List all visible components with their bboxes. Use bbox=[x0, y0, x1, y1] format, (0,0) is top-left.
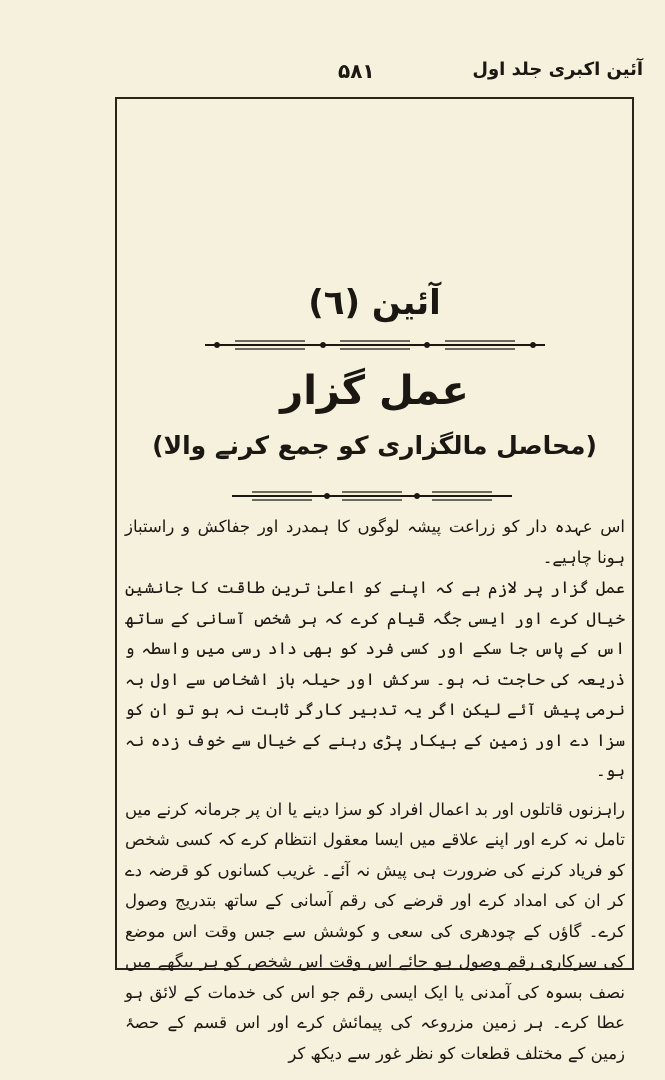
section-title: عمل گزار bbox=[280, 368, 469, 414]
body-text bbox=[125, 512, 625, 1069]
chapter-heading: آئین (٦) bbox=[308, 283, 441, 323]
paragraph: اس عہدہ دار کو زراعت پیشہ لوگوں کا ہمدرد اور جفاکش و راستباز ہونا چاہیے۔ bbox=[125, 517, 625, 567]
book-title: آئین اکبری جلد اول bbox=[472, 59, 643, 80]
running-head bbox=[0, 55, 665, 95]
paragraph: عمل گزار پر لازم ہے کہ اپنے کو اعلیٰ ترین طاقت کا جانشین خیال کرے اور ایسی جگہ قیام کرے کہ ہر شخص آسانی کے ساتھ اس کے پاس جا سکے اور کسی فرد کو بھی داد رسی میں واسطہ و ذریعہ کی حاجت نہ ہو۔ سرکش اور حیلہ باز اشخاص سے اول بہ نرمی پیش آئے لیکن اگر یہ تدبیر کارگر ثابت نہ ہو تو ان کو سزا دے اور زمین کے بیکار پڑی رہنے کے خیال سے خوف زدہ نہ ہو۔ bbox=[125, 578, 625, 780]
decorative-divider-top bbox=[205, 337, 545, 353]
decorative-divider-bottom bbox=[232, 488, 512, 504]
paragraph: راہزنوں قاتلوں اور بد اعمال افراد کو سزا دینے یا ان پر جرمانہ کرنے میں تامل نہ کرے اور اپنے علاقے میں ایسا معقول انتظام کرے کہ کسی شخص کو فریاد کرنے کی ضرورت ہی پیش نہ آئے۔ غریب کسانوں کو قرضہ دے کر ان کی امداد کرے اور قرضے کی رقم آسانی کے ساتھ بتدریج وصول کرے۔ گاؤں کے چودھری کی سعی و کوشش سے جس وقت اس موضع کی سرکاری رقم وصول ہو جائے اس وقت اس شخص کو ہر بیگھے میں نصف بسوہ کی آمدنی یا ایک ایسی رقم جو اس کی خدمات کے لائق ہو عطا کرے۔ ہر زمین مزروعہ کی پیمائش کرے اور اس قسم کے حصۂ زمین کے مختلف قطعات کو نظر غور سے دیکھ کر bbox=[125, 799, 625, 1063]
page-number: ۵۸۱ bbox=[338, 59, 375, 83]
section-subtitle: (محاصل مالگزاری کو جمع کرنے والا) bbox=[152, 431, 597, 460]
